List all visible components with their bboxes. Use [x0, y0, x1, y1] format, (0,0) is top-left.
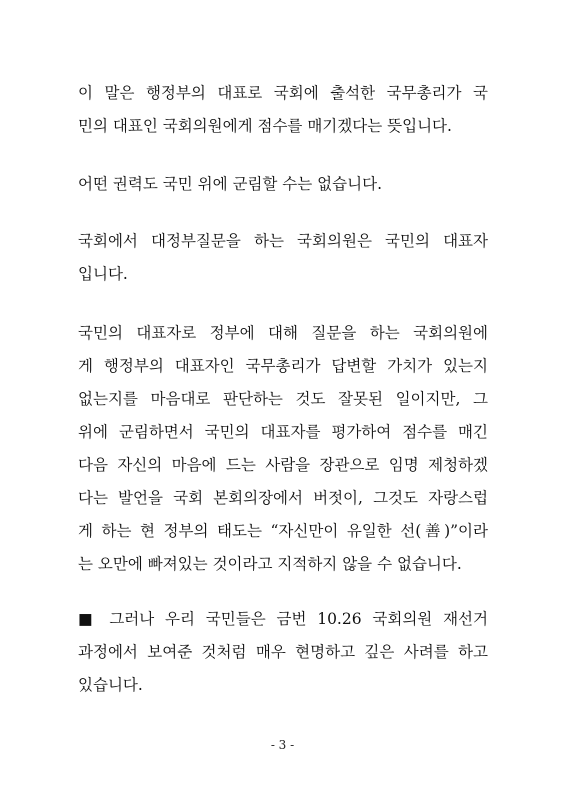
paragraph-1	[78, 77, 488, 143]
paragraph-line: 국민의 대표자로 정부에 대해 질문을 하는 국회의원에	[78, 324, 488, 342]
paragraph-line: 다음 자신의 마음에 드는 사람을 장관으로 임명 제청하겠	[78, 456, 488, 474]
paragraph-line: 게 행정부의 대표자인 국무총리가 답변할 가치가 있는지	[78, 357, 488, 375]
paragraph-line: 게 하는 현 정부의 태도는 “자신만이 유일한 선(善)”이라	[78, 522, 488, 540]
paragraph-line: ■ 그러나 우리 국민들은 금번 10.26 국회의원 재선거	[78, 610, 488, 628]
paragraph-line: 이 말은 행정부의 대표로 국회에 출석한 국무총리가 국	[78, 84, 488, 102]
paragraph-line: 민의 대표인 국회의원에게 점수를 매기겠다는 뜻입니다.	[78, 117, 452, 135]
paragraph-3	[78, 225, 488, 291]
paragraph-2	[78, 168, 488, 201]
page-number: - 3 -	[270, 738, 295, 752]
paragraph-line: 과정에서 보여준 것처럼 매우 현명하고 깊은 사려를 하고	[78, 643, 488, 661]
paragraph-line: 어떤 권력도 국민 위에 군림할 수는 없습니다.	[78, 175, 383, 193]
paragraph-line: 있습니다.	[78, 676, 143, 694]
paragraph-line: 입니다.	[78, 265, 128, 283]
paragraph-line: 국회에서 대정부질문을 하는 국회의원은 국민의 대표자	[78, 232, 488, 250]
paragraph-5	[78, 603, 488, 702]
paragraph-line: 는 오만에 빠져있는 것이라고 지적하지 않을 수 없습니다.	[78, 555, 462, 573]
paragraph-4	[78, 317, 488, 581]
paragraph-line: 위에 군림하면서 국민의 대표자를 평가하여 점수를 매긴	[78, 423, 488, 441]
paragraph-line: 없는지를 마음대로 판단하는 것도 잘못된 일이지만, 그	[78, 390, 488, 408]
paragraph-line: 다는 발언을 국회 본회의장에서 버젓이, 그것도 자랑스럽	[78, 489, 488, 507]
